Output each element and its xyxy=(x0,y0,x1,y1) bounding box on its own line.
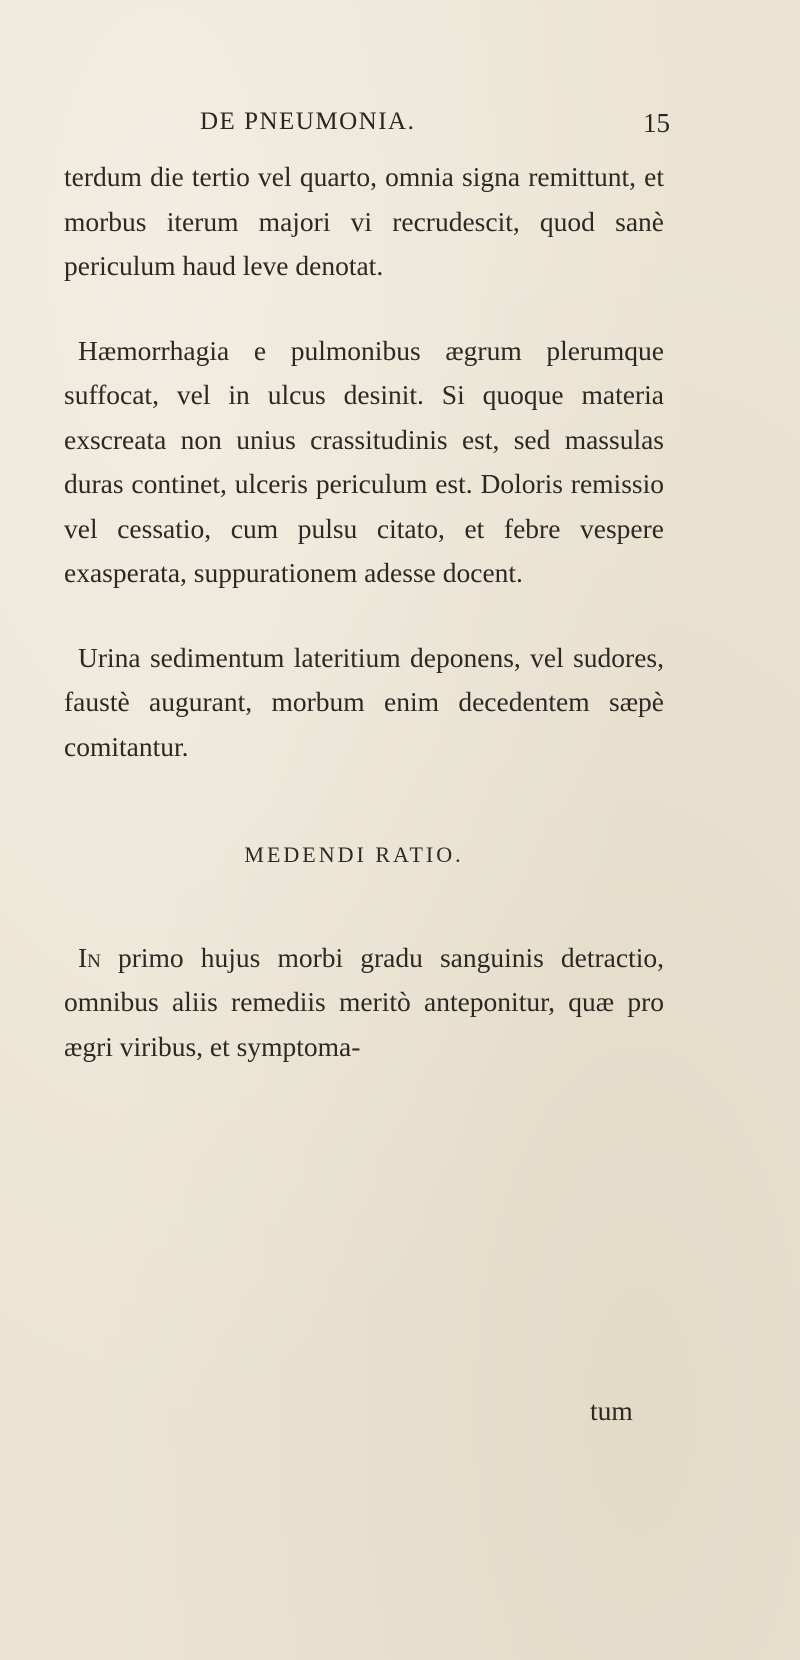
paragraph-1: terdum die tertio vel quarto, omnia signa remittunt, et morbus iterum majori vi recrudescit, quod sanè periculum haud leve denotat. xyxy=(64,161,664,281)
page-number: 15 xyxy=(643,108,670,138)
paragraph-3: Urina sedimentum lateritium deponens, vel sudores, faustè augurant, morbum enim decedentem sæpè comitantur. xyxy=(64,641,664,762)
paragraph-4-lead-word: In xyxy=(78,941,101,973)
paragraph-4-text: primo hujus morbi gradu sanguinis detractio, omnibus aliis remediis meritò anteponitur, quæ pro ægri viribus, et symptoma- xyxy=(64,941,664,1062)
running-head: DE PNEUMONIA. xyxy=(200,108,416,135)
paragraph-2: Hæmorrhagia e pulmonibus ægrum plerumque suffocat, vel in ulcus desinit. Si quoque materia exscreata non unius crassitudinis est, sed massulas duras continet, ulceris periculum est. Doloris remissio vel cessatio, cum pulsu citato, et febre vespere exasperata, suppurationem adesse docent. xyxy=(64,334,664,588)
catchword: tum xyxy=(590,1395,633,1426)
section-heading: MEDENDI RATIO. xyxy=(244,842,464,867)
body-text xyxy=(64,155,664,1069)
paragraph-4 xyxy=(64,936,664,1070)
